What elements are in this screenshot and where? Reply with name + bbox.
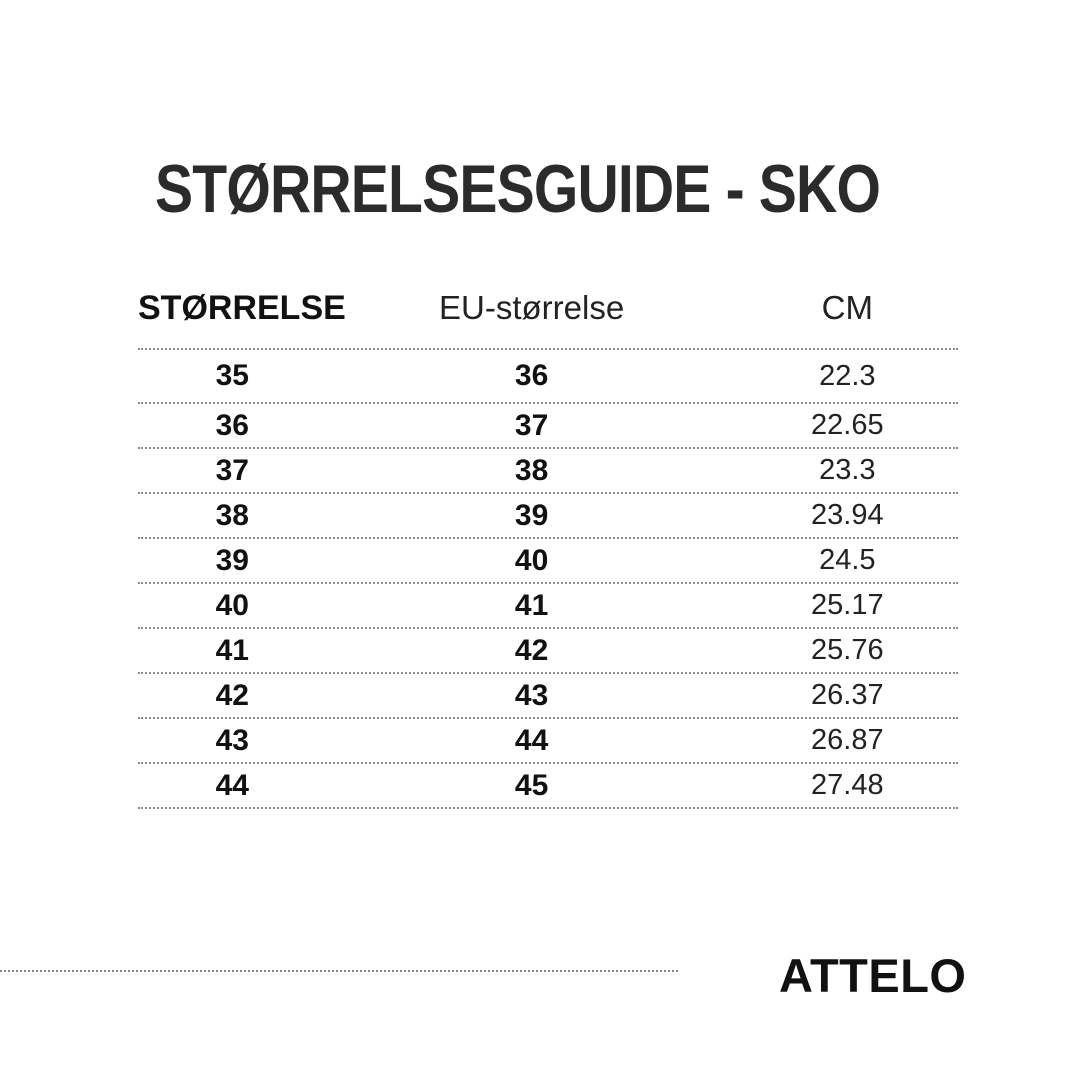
cm-cell: 22.65 [811, 409, 884, 441]
brand-logo: ATTELO [779, 949, 967, 1002]
eu-size-cell: 36 [514, 359, 549, 392]
cm-cell: 27.48 [811, 769, 884, 801]
eu-size-cell: 40 [514, 543, 549, 577]
size-cell: 36 [215, 408, 249, 442]
table-row [138, 404, 958, 449]
size-cell: 35 [215, 359, 249, 392]
eu-size-cell: 38 [514, 453, 549, 487]
eu-size-cell: 42 [514, 633, 549, 667]
cm-cell: 25.76 [811, 634, 884, 666]
size-cell: 37 [215, 453, 249, 487]
table-row [138, 629, 958, 674]
table-row [138, 764, 958, 809]
size-cell: 43 [215, 723, 249, 757]
eu-size-cell: 45 [514, 768, 549, 802]
table-row [138, 719, 958, 764]
table-row [138, 539, 958, 584]
table-body [138, 348, 958, 809]
size-cell: 41 [215, 633, 249, 667]
cm-cell: 23.94 [811, 499, 884, 531]
table-header-row [138, 278, 958, 338]
cm-cell: 25.17 [811, 589, 884, 621]
eu-size-cell: 44 [514, 723, 549, 757]
table-row [138, 449, 958, 494]
eu-size-cell: 41 [514, 588, 549, 622]
cm-cell: 26.37 [811, 679, 884, 711]
eu-size-cell: 37 [514, 408, 549, 442]
eu-size-cell: 43 [514, 678, 549, 712]
cm-cell: 26.87 [811, 724, 884, 756]
cm-cell: 23.3 [819, 454, 876, 486]
size-cell: 44 [215, 768, 249, 802]
column-header-cm: CM [821, 289, 873, 326]
table-row [138, 584, 958, 629]
eu-size-cell: 39 [514, 498, 549, 532]
size-cell: 42 [215, 678, 249, 712]
footer-divider-line [0, 970, 678, 972]
size-cell: 39 [215, 543, 249, 577]
cm-cell: 22.3 [819, 359, 876, 392]
size-cell: 40 [215, 588, 249, 622]
column-header-eu-size: EU-størrelse [439, 289, 625, 326]
size-cell: 38 [215, 498, 249, 532]
page-title-wrap [0, 150, 1080, 228]
table-row [138, 350, 958, 404]
cm-cell: 24.5 [819, 544, 876, 576]
table-row [138, 674, 958, 719]
table-row [138, 494, 958, 539]
page-title: STØRRELSESGUIDE - SKO [155, 151, 881, 227]
column-header-size: STØRRELSE [138, 288, 346, 327]
